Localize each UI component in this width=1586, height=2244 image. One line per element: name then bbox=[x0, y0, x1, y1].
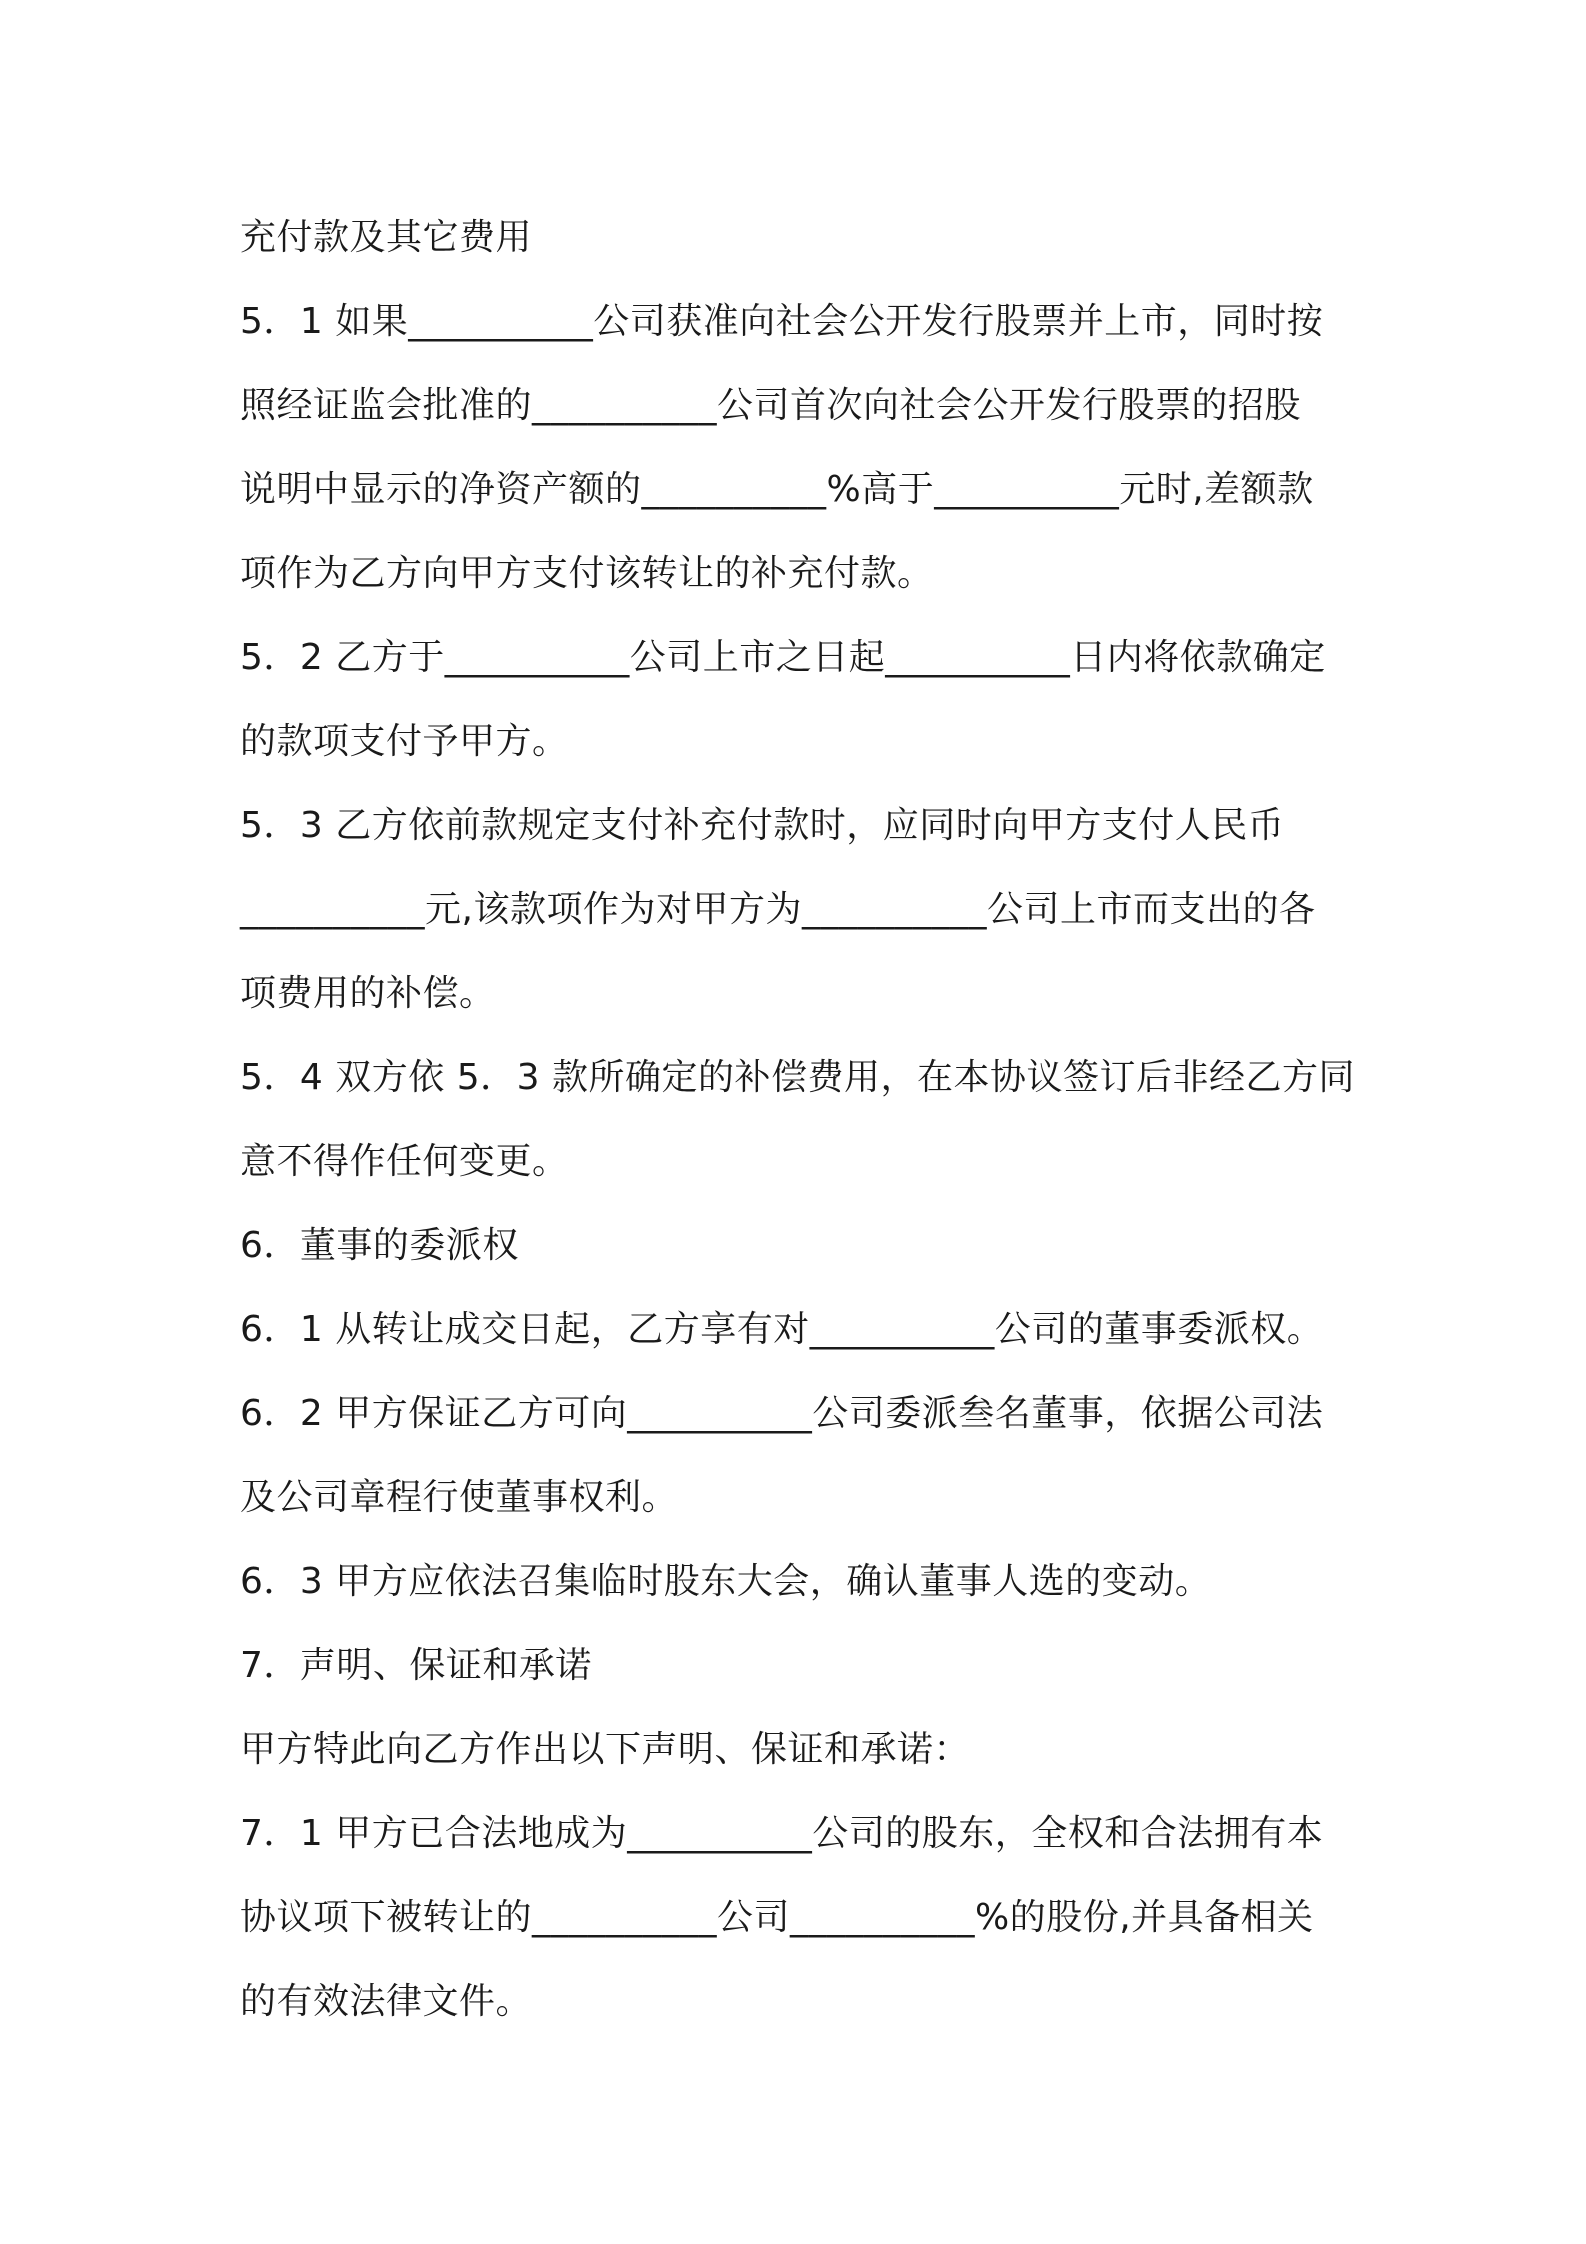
text-line: 及公司章程行使董事权利。 bbox=[240, 1477, 679, 1518]
text-line: 甲方特此向乙方作出以下声明、保证和承诺： bbox=[240, 1729, 971, 1770]
text-line: 6．1 从转让成交日起，乙方享有对__________公司的董事委派权。 bbox=[240, 1309, 1324, 1350]
text-line: __________元,该款项作为对甲方为__________公司上市而支出的各 bbox=[240, 889, 1316, 930]
text-line: 项费用的补偿。 bbox=[240, 973, 496, 1014]
document-body bbox=[240, 196, 1355, 2044]
text-line: 充付款及其它费用 bbox=[240, 217, 533, 258]
section-heading: 7．声明、保证和承诺 bbox=[240, 1645, 592, 1686]
text-line: 意不得作任何变更。 bbox=[240, 1141, 569, 1182]
text-line: 6．2 甲方保证乙方可向__________公司委派叁名董事，依据公司法 bbox=[240, 1393, 1324, 1434]
text-line: 5．2 乙方于__________公司上市之日起__________日内将依款确定 bbox=[240, 637, 1326, 678]
text-line: 5．1 如果__________公司获准向社会公开发行股票并上市，同时按 bbox=[240, 301, 1324, 342]
text-line: 的款项支付予甲方。 bbox=[240, 721, 569, 762]
text-line: 6．3 甲方应依法召集临时股东大会，确认董事人选的变动。 bbox=[240, 1561, 1212, 1602]
text-line: 的有效法律文件。 bbox=[240, 1981, 533, 2022]
text-line: 7．1 甲方已合法地成为__________公司的股东，全权和合法拥有本 bbox=[240, 1813, 1324, 1854]
text-line: 说明中显示的净资产额的__________%高于__________元时,差额款 bbox=[240, 469, 1314, 510]
text-line: 5．4 双方依 5．3 款所确定的补偿费用，在本协议签订后非经乙方同 bbox=[240, 1057, 1355, 1098]
text-line: 5．3 乙方依前款规定支付补充付款时，应同时向甲方支付人民币 bbox=[240, 805, 1285, 846]
text-line: 协议项下被转让的__________公司__________%的股份,并具备相关 bbox=[240, 1897, 1314, 1938]
text-line: 项作为乙方向甲方支付该转让的补充付款。 bbox=[240, 553, 934, 594]
section-heading: 6．董事的委派权 bbox=[240, 1225, 519, 1266]
text-line: 照经证监会批准的__________公司首次向社会公开发行股票的招股 bbox=[240, 385, 1302, 426]
